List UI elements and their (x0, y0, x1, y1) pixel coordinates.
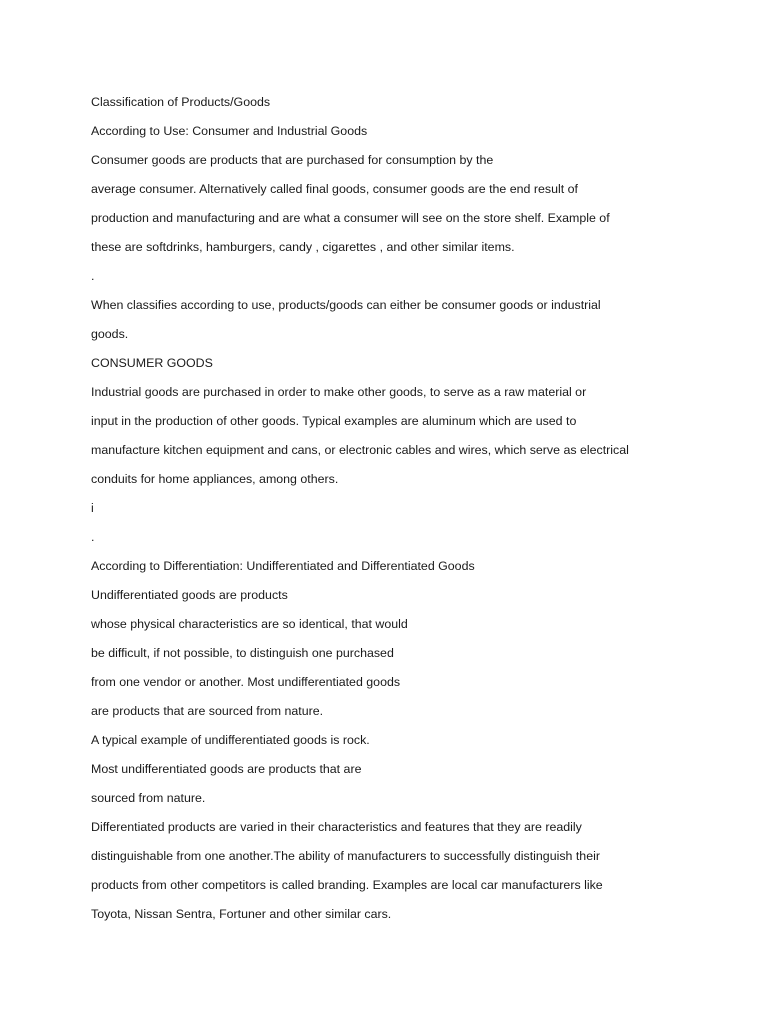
text-line: When classifies according to use, products/goods can either be consumer goods or industrial (91, 298, 601, 312)
text-line: Consumer goods are products that are purchased for consumption by the (91, 153, 494, 167)
text-line: whose physical characteristics are so identical, that would (91, 617, 408, 631)
text-line: are products that are sourced from nature. (91, 704, 324, 718)
text-line: Undifferentiated goods are products (91, 588, 288, 602)
text-line: Differentiated products are varied in their characteristics and features that they are readily (91, 820, 582, 834)
text-line: manufacture kitchen equipment and cans, or electronic cables and wires, which serve as electrical (91, 443, 629, 457)
text-line: conduits for home appliances, among others. (91, 472, 339, 486)
document-body (91, 92, 731, 933)
text-line: Toyota, Nissan Sentra, Fortuner and other similar cars. (91, 907, 392, 921)
section-heading-differentiation: According to Differentiation: Undifferentiated and Differentiated Goods (91, 559, 475, 573)
text-line: average consumer. Alternatively called final goods, consumer goods are the end result of (91, 182, 578, 196)
document-title: Classification of Products/Goods (91, 95, 271, 109)
text-line: . (91, 269, 95, 283)
text-line: Industrial goods are purchased in order to make other goods, to serve as a raw material or (91, 385, 587, 399)
text-line: Most undifferentiated goods are products that are (91, 762, 362, 776)
text-line: A typical example of undifferentiated goods is rock. (91, 733, 370, 747)
text-line: distinguishable from one another.The ability of manufacturers to successfully distinguish their (91, 849, 600, 863)
text-line: sourced from nature. (91, 791, 206, 805)
text-line: i (91, 501, 94, 515)
text-line: goods. (91, 327, 129, 341)
text-line: . (91, 530, 95, 544)
text-line: input in the production of other goods. Typical examples are aluminum which are used to (91, 414, 577, 428)
text-line: production and manufacturing and are what a consumer will see on the store shelf. Example of (91, 211, 610, 225)
section-heading-consumer-goods: CONSUMER GOODS (91, 356, 213, 370)
text-line: be difficult, if not possible, to distinguish one purchased (91, 646, 394, 660)
text-line: products from other competitors is called branding. Examples are local car manufacturers like (91, 878, 603, 892)
text-line: from one vendor or another. Most undifferentiated goods (91, 675, 401, 689)
text-line: these are softdrinks, hamburgers, candy , cigarettes , and other similar items. (91, 240, 515, 254)
section-heading-use: According to Use: Consumer and Industrial Goods (91, 124, 368, 138)
